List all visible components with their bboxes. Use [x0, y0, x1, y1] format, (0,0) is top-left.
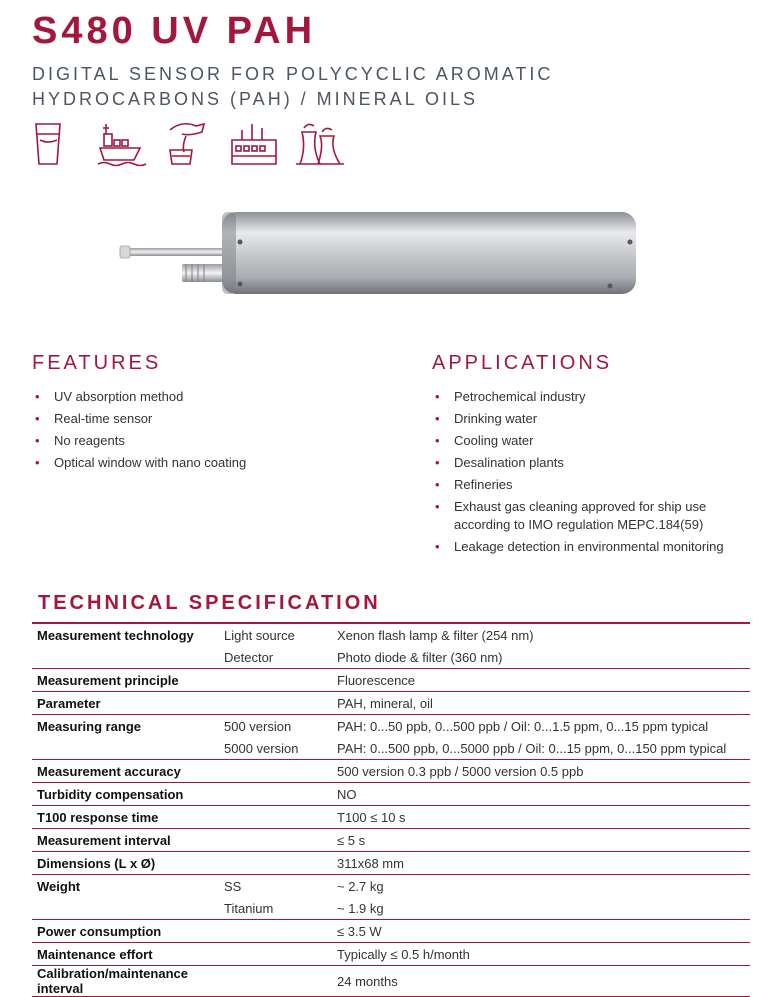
- features-heading: FEATURES: [32, 352, 162, 374]
- feature-item: • Real-time sensor: [32, 410, 372, 428]
- spec-label: Measurement interval: [32, 829, 219, 852]
- spec-sublabel: [219, 669, 332, 692]
- spec-value: ≤ 3.5 W: [332, 920, 750, 943]
- spec-sublabel: [219, 829, 332, 852]
- application-item: • Petrochemical industry: [432, 388, 742, 406]
- spec-label: Measurement principle: [32, 669, 219, 692]
- spec-value: 500 version 0.3 ppb / 5000 version 0.5 ppb: [332, 760, 750, 783]
- cooling-tower-icon: [294, 120, 346, 168]
- spec-value: 24 months: [332, 966, 750, 997]
- spec-sublabel: 500 version: [224, 718, 292, 734]
- table-row: [32, 669, 750, 692]
- table-row: [32, 943, 750, 966]
- spec-label: Weight: [37, 878, 81, 894]
- feature-item: • UV absorption method: [32, 388, 372, 406]
- application-item: • Cooling water: [432, 432, 742, 450]
- spec-sublabel: Detector: [219, 646, 332, 669]
- spec-label: T100 response time: [32, 806, 219, 829]
- spec-label: Measurement technology: [32, 623, 219, 646]
- spec-label: Dimensions (L x Ø): [32, 852, 219, 875]
- feature-item: • Optical window with nano coating: [32, 454, 372, 472]
- table-row: [32, 783, 750, 806]
- table-row: [32, 646, 750, 669]
- table-row: [32, 692, 750, 715]
- spec-value: Typically ≤ 0.5 h/month: [332, 943, 750, 966]
- spec-sublabel: [219, 852, 332, 875]
- spec-sublabel: [219, 966, 332, 997]
- spec-label: [32, 737, 219, 760]
- spec-label: Turbidity compensation: [32, 783, 219, 806]
- spec-label: [32, 646, 219, 669]
- oil-pouring-icon: [162, 120, 214, 168]
- application-item: • Exhaust gas cleaning approved for ship use according to IMO regulation MEPC.184(59): [432, 498, 742, 534]
- ship-icon: [96, 120, 148, 168]
- drinking-water-glass-icon: [30, 120, 82, 168]
- product-title: S480 UV PAH: [32, 10, 317, 52]
- spec-label: [32, 897, 219, 920]
- spec-value: Xenon flash lamp & filter (254 nm): [332, 623, 750, 646]
- table-row: [32, 852, 750, 875]
- application-item: • Desalination plants: [432, 454, 742, 472]
- industrial-plant-icon: [228, 120, 280, 168]
- spec-label: Power consumption: [32, 920, 219, 943]
- table-row: [32, 875, 750, 898]
- table-row: [32, 623, 750, 646]
- application-item: • Leakage detection in environmental monitoring: [432, 538, 742, 556]
- table-row: [32, 966, 750, 997]
- spec-sublabel: [219, 760, 332, 783]
- spec-sublabel: [219, 920, 332, 943]
- spec-value: 311x68 mm: [332, 852, 750, 875]
- spec-value: PAH: 0...50 ppb, 0...500 ppb / Oil: 0...1.5 ppm, 0...15 ppm typical: [337, 718, 709, 734]
- subtitle-line-2: HYDROCARBONS (PAH) / MINERAL OILS: [32, 89, 479, 109]
- spec-sublabel: SS: [224, 878, 242, 894]
- application-item: • Refineries: [432, 476, 742, 494]
- applications-heading: APPLICATIONS: [432, 352, 613, 374]
- spec-sublabel: Titanium: [219, 897, 332, 920]
- spec-label: Measuring range: [37, 718, 142, 734]
- spec-value: Photo diode & filter (360 nm): [332, 646, 750, 669]
- table-row: [32, 760, 750, 783]
- table-row: [32, 737, 750, 760]
- table-row: [32, 806, 750, 829]
- applications-list: [432, 388, 742, 560]
- features-list: [32, 388, 372, 476]
- spec-sublabel: [219, 692, 332, 715]
- spec-value: PAH, mineral, oil: [332, 692, 750, 715]
- spec-value: ~ 2.7 kg: [337, 878, 384, 894]
- spec-sublabel: [219, 783, 332, 806]
- technical-specification-table: [32, 622, 750, 997]
- spec-sublabel: Light source: [219, 623, 332, 646]
- application-icons: [30, 120, 346, 170]
- spec-label: Calibration/maintenance interval: [32, 966, 219, 997]
- spec-sublabel: 5000 version: [219, 737, 332, 760]
- table-row: [32, 920, 750, 943]
- product-subtitle: [32, 62, 553, 112]
- spec-value: NO: [332, 783, 750, 806]
- spec-label: Parameter: [32, 692, 219, 715]
- application-item: • Drinking water: [432, 410, 742, 428]
- spec-label: Measurement accuracy: [32, 760, 219, 783]
- table-row: [32, 897, 750, 920]
- sensor-product-image: [118, 200, 638, 300]
- table-row: [32, 715, 750, 738]
- spec-sublabel: [219, 943, 332, 966]
- technical-specification-heading: TECHNICAL SPECIFICATION: [38, 592, 381, 614]
- spec-sublabel: [219, 806, 332, 829]
- spec-value: PAH: 0...500 ppb, 0...5000 ppb / Oil: 0...15 ppm, 0...150 ppm typical: [332, 737, 750, 760]
- spec-value: ~ 1.9 kg: [332, 897, 750, 920]
- table-row: [32, 829, 750, 852]
- spec-value: T100 ≤ 10 s: [332, 806, 750, 829]
- spec-label: Maintenance effort: [32, 943, 219, 966]
- subtitle-line-1: DIGITAL SENSOR FOR POLYCYCLIC AROMATIC: [32, 64, 554, 84]
- feature-item: • No reagents: [32, 432, 372, 450]
- spec-value: Fluorescence: [332, 669, 750, 692]
- spec-value: ≤ 5 s: [332, 829, 750, 852]
